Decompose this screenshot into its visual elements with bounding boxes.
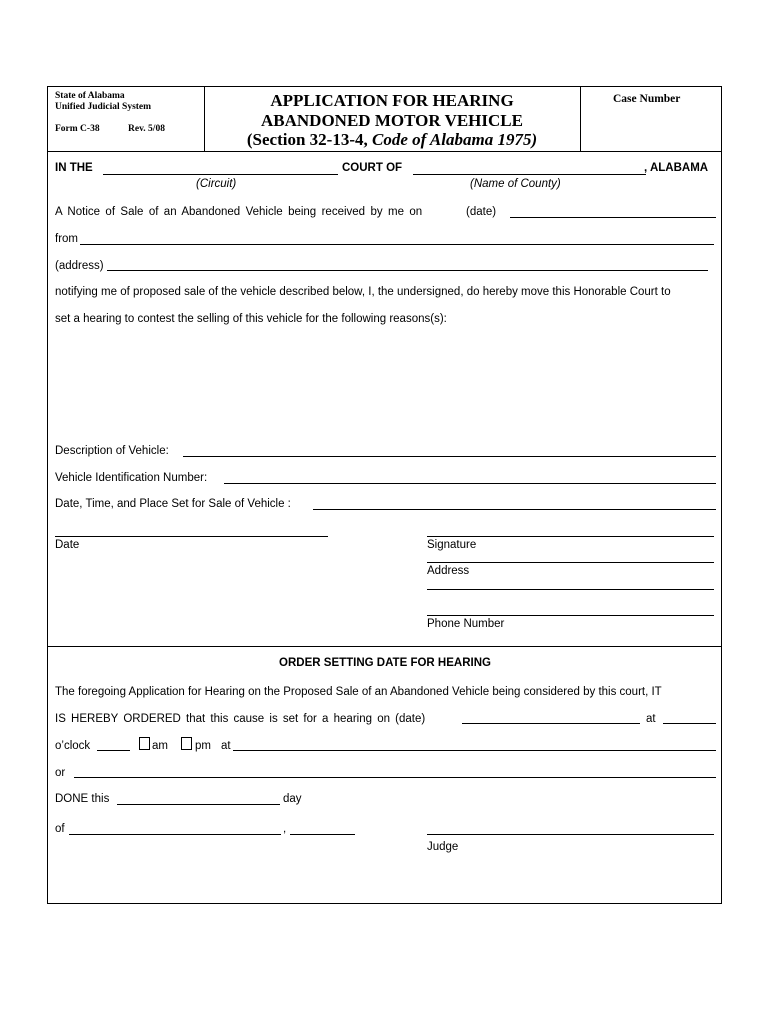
alabama-label: , ALABAMA — [644, 162, 709, 174]
title-line-1: APPLICATION FOR HEARING — [270, 91, 514, 110]
pm-checkbox[interactable] — [181, 737, 192, 750]
year-field[interactable] — [290, 834, 355, 835]
oclock-field[interactable] — [97, 750, 130, 751]
sale-details-field[interactable] — [313, 509, 716, 510]
address-field[interactable] — [107, 270, 708, 271]
header-divider — [47, 151, 722, 152]
signature-field[interactable] — [427, 536, 714, 537]
notice-date-label: (date) — [466, 206, 497, 218]
county-field[interactable] — [413, 174, 646, 175]
at-label: at — [646, 713, 656, 725]
vehicle-description-label: Description of Vehicle: — [55, 445, 169, 457]
form-number: Form C-38 — [55, 124, 100, 134]
order-section-divider — [47, 646, 722, 647]
hearing-time-field[interactable] — [663, 723, 716, 724]
notice-date-field[interactable] — [510, 217, 716, 218]
at-location-label: at — [221, 740, 231, 752]
alternate-location-field[interactable] — [74, 777, 716, 778]
circuit-field[interactable] — [103, 174, 338, 175]
reasons-field[interactable] — [55, 330, 715, 435]
phone-field[interactable] — [427, 615, 714, 616]
judge-label: Judge — [427, 841, 459, 853]
done-day-field[interactable] — [117, 804, 280, 805]
vin-label: Vehicle Identification Number: — [55, 472, 208, 484]
address-line-1-field[interactable] — [427, 562, 714, 563]
order-heading: ORDER SETTING DATE FOR HEARING — [279, 657, 491, 669]
date-label: Date — [55, 539, 80, 551]
from-label: from — [55, 233, 78, 245]
case-number-label: Case Number — [613, 93, 681, 105]
month-field[interactable] — [69, 834, 281, 835]
vin-field[interactable] — [224, 483, 716, 484]
title-section-ref: (Section 32-13-4, — [246, 130, 372, 149]
title-line-2: ABANDONED MOTOR VEHICLE — [261, 111, 523, 130]
oclock-label: o’clock — [55, 740, 91, 752]
header-col-divider-2 — [580, 86, 581, 151]
address-sig-label: Address — [427, 565, 470, 577]
court-of-label: COURT OF — [342, 162, 403, 174]
judge-signature-field[interactable] — [427, 834, 714, 835]
circuit-caption: (Circuit) — [196, 178, 237, 190]
in-the-label: IN THE — [55, 162, 93, 174]
hearing-location-field[interactable] — [233, 750, 716, 751]
of-label: of — [55, 823, 65, 835]
system-label: Unified Judicial System — [55, 102, 152, 112]
done-this-label: DONE this — [55, 793, 110, 805]
comma-label: , — [283, 823, 287, 835]
county-caption: (Name of County) — [470, 178, 561, 190]
sale-details-label: Date, Time, and Place Set for Sale of Vehicle : — [55, 498, 291, 510]
ordered-text: IS HEREBY ORDERED that this cause is set for a hearing on (date) — [55, 713, 426, 725]
title-line-3 — [204, 130, 580, 149]
or-label: or — [55, 767, 66, 779]
hearing-reasons-text: set a hearing to contest the selling of this vehicle for the following reasons(s): — [55, 313, 447, 325]
day-label: day — [283, 793, 302, 805]
am-checkbox[interactable] — [139, 737, 150, 750]
hearing-date-field[interactable] — [462, 723, 640, 724]
state-label: State of Alabama — [55, 91, 125, 101]
vehicle-description-field[interactable] — [183, 456, 716, 457]
am-label: am — [152, 740, 168, 752]
address-label: (address) — [55, 260, 104, 272]
title-code-ref: Code of Alabama 1975) — [372, 130, 538, 149]
phone-label: Phone Number — [427, 618, 505, 630]
from-field[interactable] — [80, 244, 714, 245]
date-field[interactable] — [55, 536, 328, 537]
notice-text: A Notice of Sale of an Abandoned Vehicle being received by me on — [55, 206, 423, 218]
foregoing-text: The foregoing Application for Hearing on the Proposed Sale of an Abandoned Vehicle being considered by this court, IT — [55, 686, 662, 698]
notifying-text: notifying me of proposed sale of the vehicle described below, I, the undersigned, do hereby move this Honorable Court to — [55, 286, 671, 298]
revision-label: Rev. 5/08 — [128, 124, 165, 134]
pm-label: pm — [195, 740, 211, 752]
address-line-2-field[interactable] — [427, 589, 714, 590]
signature-label: Signature — [427, 539, 477, 551]
case-number-field[interactable] — [584, 110, 718, 148]
